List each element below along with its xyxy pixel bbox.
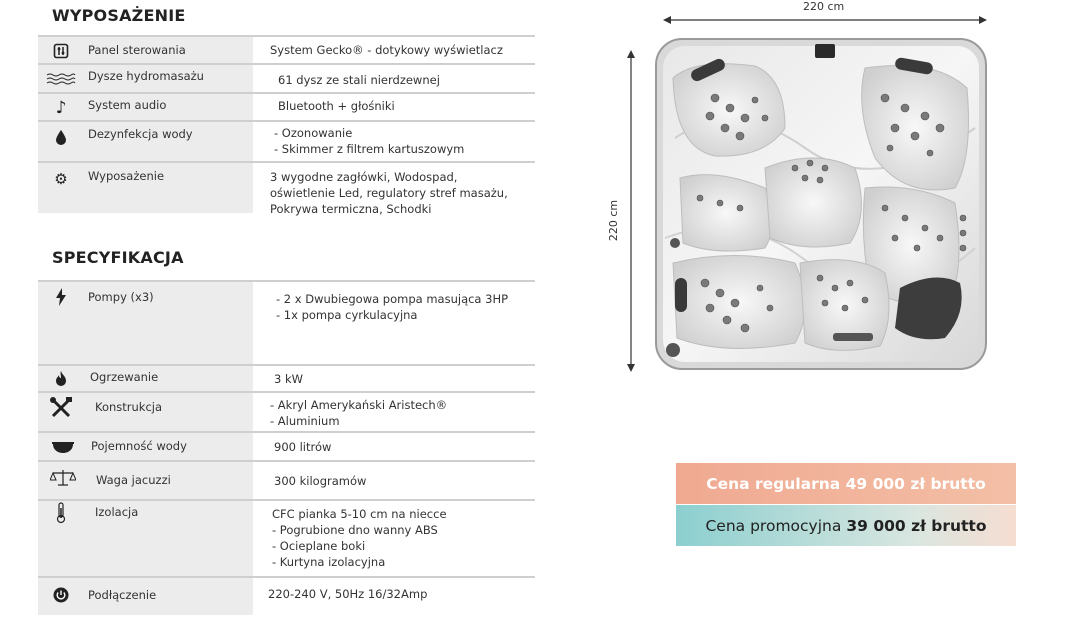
- depth-dimension-arrow: [625, 50, 637, 372]
- promo-price-banner: [676, 505, 1016, 546]
- row-label: Pojemność wody: [91, 439, 187, 453]
- row-label: System audio: [88, 98, 167, 112]
- bowl-icon: [50, 438, 76, 456]
- promo-price-value: 39 000 zł brutto: [846, 516, 987, 535]
- control-panel-icon: [50, 42, 72, 60]
- table-row: [38, 122, 535, 163]
- scale-icon: [50, 469, 76, 487]
- row-label: Dezynfekcja wody: [88, 127, 193, 141]
- tools-icon: [48, 395, 74, 421]
- row-label: Wyposażenie: [88, 169, 165, 183]
- row-value: - 2 x Dwubiegowa pompa masująca 3HP - 1x pompa cyrkulacyjna: [276, 292, 509, 322]
- row-label: Ogrzewanie: [90, 370, 159, 384]
- row-value: 900 litrów: [274, 440, 332, 454]
- equipment-title: WYPOSAŻENIE: [52, 6, 186, 25]
- specification-title: SPECYFIKACJA: [52, 248, 184, 267]
- table-row: [38, 282, 535, 366]
- row-label: Podłączenie: [88, 588, 157, 602]
- row-label: Izolacja: [95, 505, 139, 519]
- row-label: Pompy (x3): [88, 290, 154, 304]
- gear-icon: ⚙: [54, 170, 68, 188]
- width-dimension-arrow: [663, 14, 987, 26]
- depth-label: 220 cm: [607, 199, 621, 242]
- row-label: Panel sterowania: [88, 43, 186, 57]
- flame-icon: [50, 369, 72, 387]
- row-value: 3 wygodne zagłówki, Wodospad, oświetlenie Led, regulatory stref masażu, Pokrywa termiczna, Schodki: [270, 170, 508, 216]
- row-value: System Gecko® - dotykowy wyświetlacz: [270, 43, 503, 57]
- table-row: [38, 501, 535, 578]
- table-row: [38, 433, 535, 462]
- row-label: Dysze hydromasażu: [88, 69, 204, 83]
- table-row: [38, 94, 535, 122]
- row-label: Waga jacuzzi: [96, 473, 171, 487]
- music-note-icon: ♪: [55, 98, 67, 118]
- table-row: [38, 37, 535, 65]
- water-drop-icon: [50, 128, 72, 146]
- lightning-icon: [50, 288, 72, 306]
- regular-price-text: Cena regularna 49 000 zł brutto: [706, 474, 986, 493]
- table-row: [38, 578, 535, 615]
- thermometer-icon: [50, 504, 72, 522]
- promo-price-label: Cena promocyjna: [705, 516, 842, 535]
- water-jets-icon: [46, 70, 76, 88]
- row-value: 3 kW: [274, 372, 304, 386]
- row-value: - Akryl Amerykański Aristech® - Aluminium: [270, 398, 448, 428]
- table-row: [38, 366, 535, 393]
- row-value: CFC pianka 5-10 cm na niecce - Pogrubione dno wanny ABS - Ocieplane boki - Kurtyna izolacyjna: [272, 507, 447, 569]
- table-row: [38, 163, 535, 216]
- hot-tub-illustration: [655, 38, 987, 370]
- width-label: 220 cm: [803, 0, 845, 13]
- row-value: Bluetooth + głośniki: [278, 99, 395, 113]
- row-value: 300 kilogramów: [274, 474, 367, 488]
- row-value: 220-240 V, 50Hz 16/32Amp: [268, 587, 428, 601]
- regular-price-banner: [676, 463, 1016, 504]
- table-row: [38, 462, 535, 501]
- row-value: 61 dysz ze stali nierdzewnej: [278, 73, 440, 87]
- power-icon: [50, 586, 72, 604]
- row-value: - Ozonowanie - Skimmer z filtrem kartuszowym: [274, 126, 465, 156]
- row-label: Konstrukcja: [95, 400, 163, 414]
- table-row: [38, 393, 535, 433]
- table-row: [38, 65, 535, 94]
